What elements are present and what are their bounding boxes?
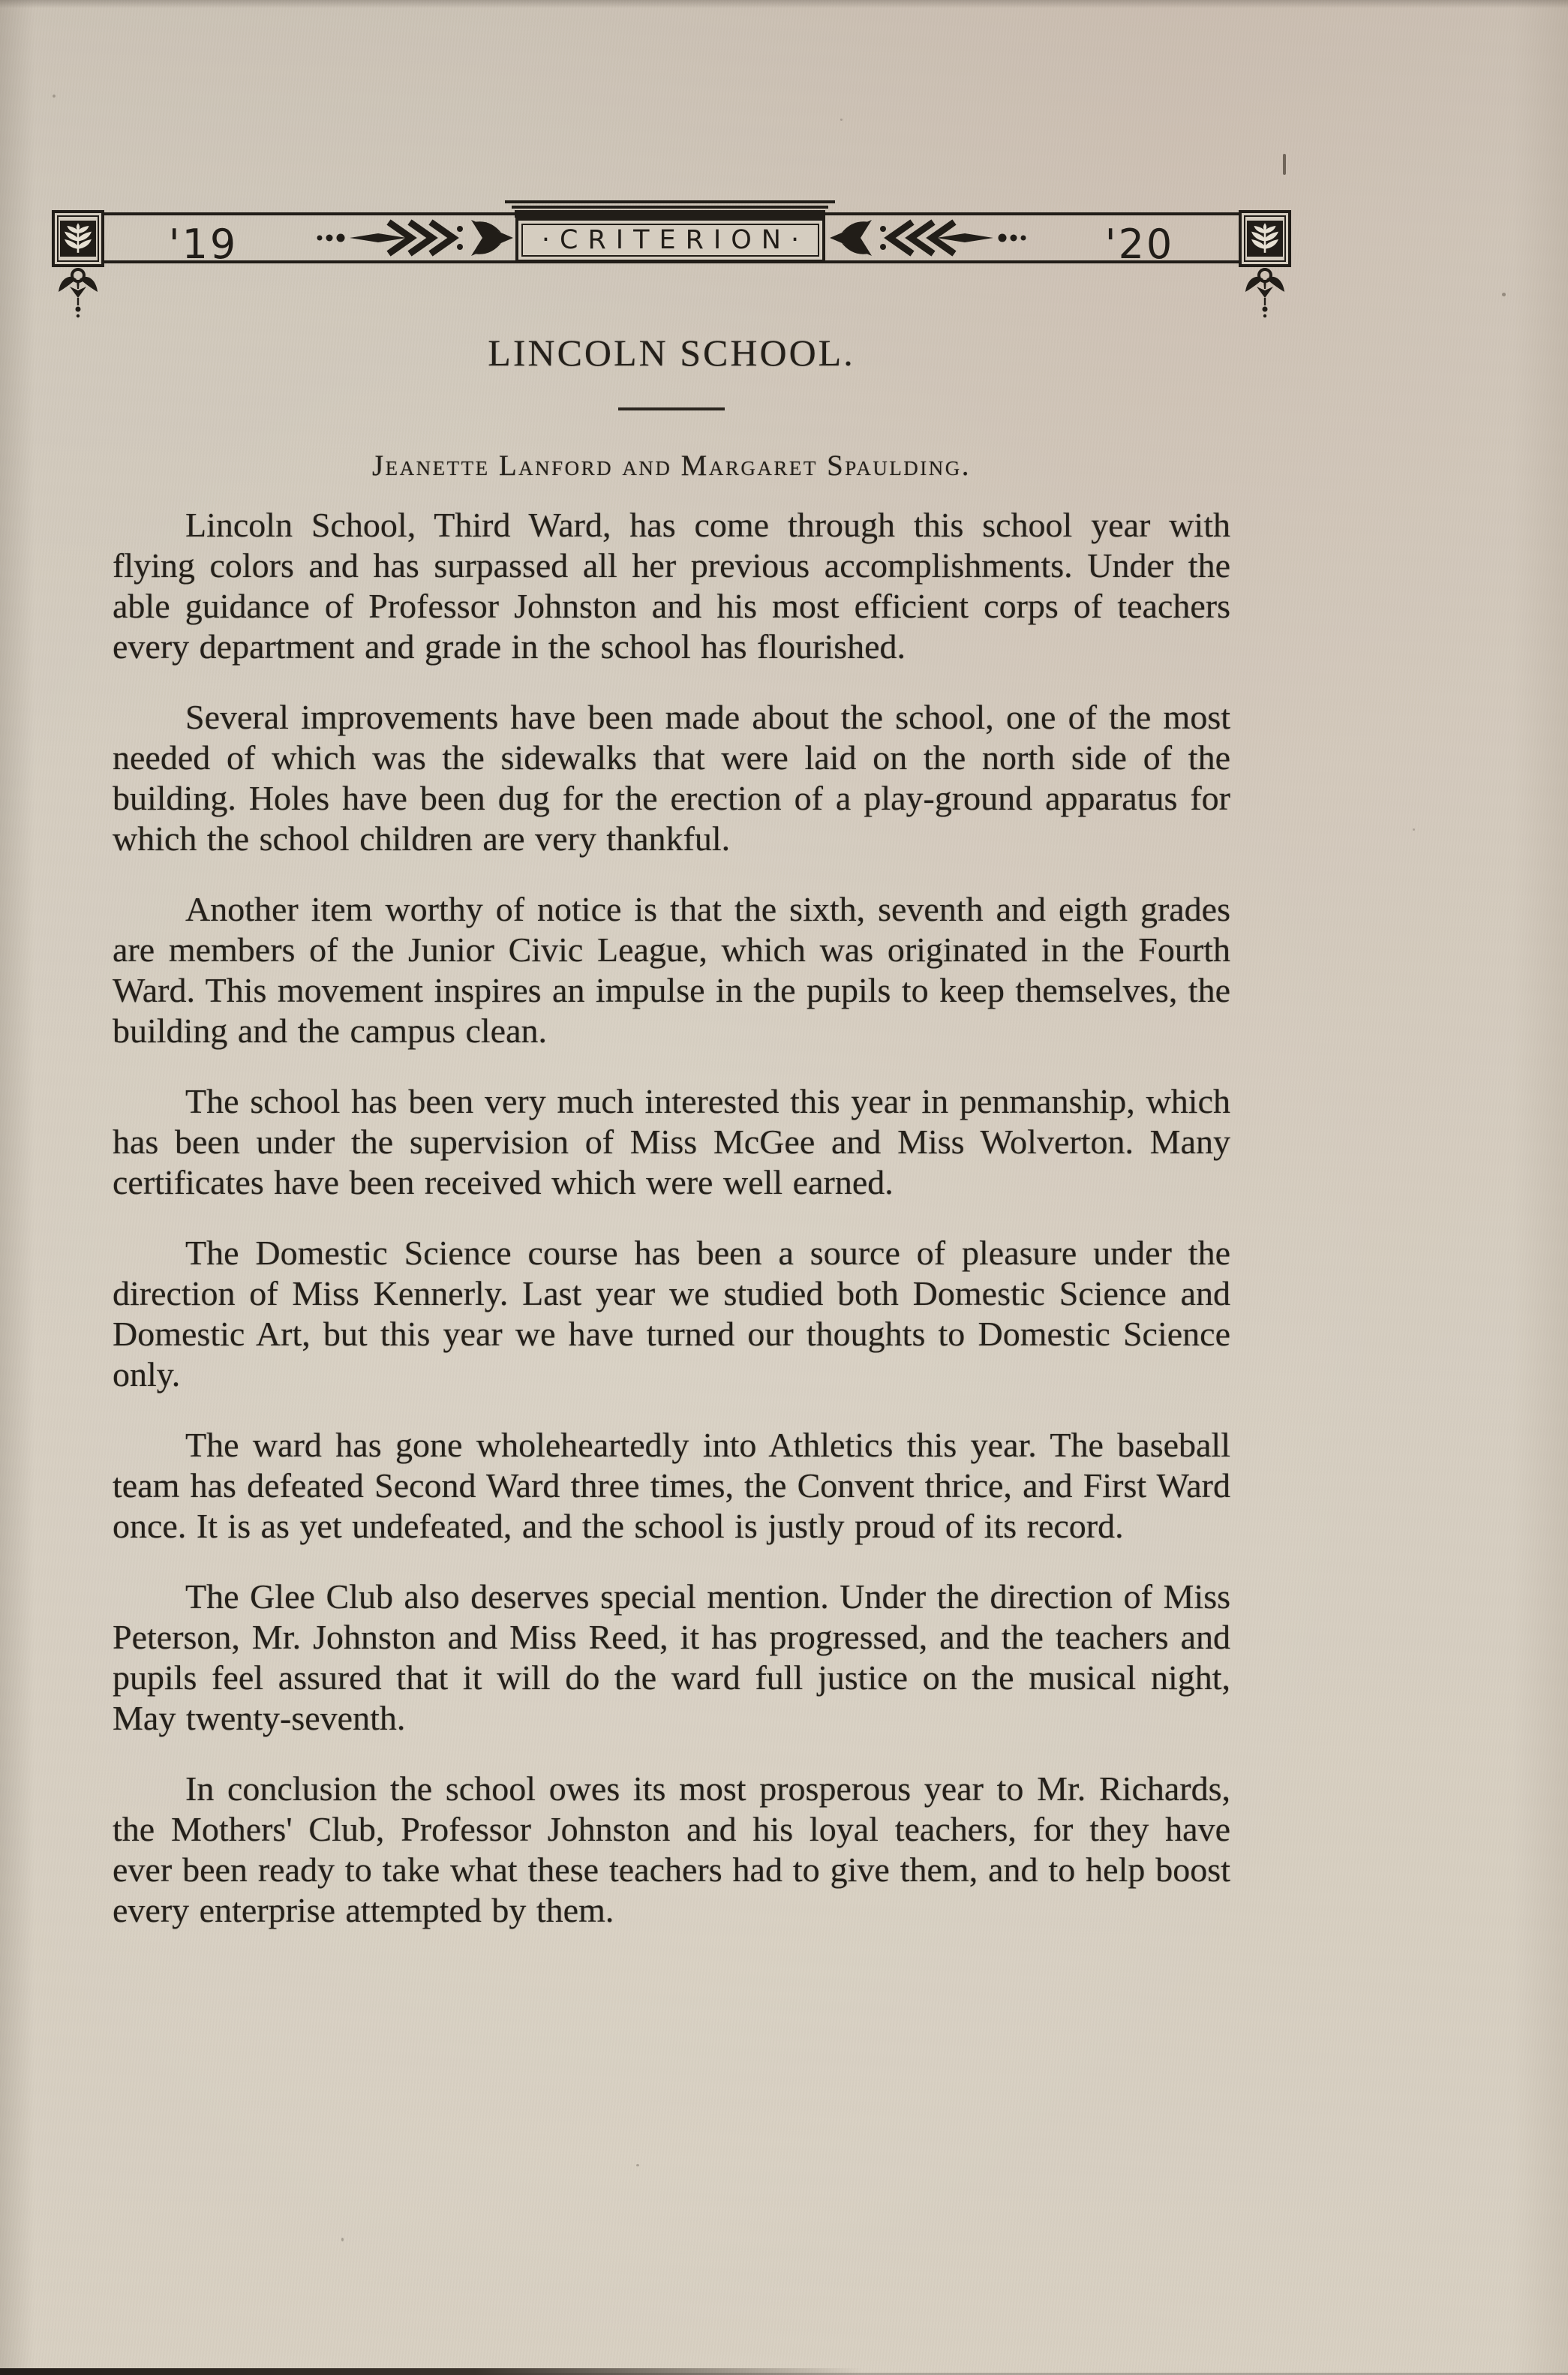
article-paragraph: Lincoln School, Third Ward, has come through this school year with flying colors and has surpassed all her previous accomplishments. Under the able guidance of Professor Johnston and his most efficient corps of teachers every department and grade in the school has flourished.: [113, 506, 1230, 666]
masthead-banner: [52, 200, 1291, 332]
ink-speck: [1502, 293, 1506, 296]
article: [113, 333, 1230, 1931]
article-paragraph: The ward has gone wholeheartedly into Athletics this year. The baseball team has defeated Second Ward three times, the Convent thrice, and First Ward once. It is as yet undefeated, and the school is justly proud of its record.: [113, 1426, 1230, 1545]
cornice-molding: [515, 210, 825, 218]
feather-arrow-left-icon: [830, 216, 1028, 260]
masthead-box-frame: [521, 224, 819, 257]
ink-speck: [840, 119, 843, 121]
ink-speck: [1413, 828, 1415, 831]
byline: Jeanette Lanford and Margaret Spaulding.: [371, 449, 972, 482]
tassel-ornament-icon: [57, 266, 99, 320]
masthead-title: ·CRITERION·: [541, 225, 810, 255]
title-divider-rule: [618, 407, 725, 410]
article-paragraph: In conclusion the school owes its most prosperous year to Mr. Richards, the Mothers' Club, Professor Johnston and his loyal teachers, for they have ever been ready to take what these teachers had to give them, and to help boost every enterprise attempted by them.: [113, 1769, 1230, 1929]
article-paragraph: The Glee Club also deserves special mention. Under the direction of Miss Peterson, Mr. Johnston and Miss Reed, it has progressed, and the teachers and pupils feel assured that it will do the ward full justice on the musical night, May twenty-seventh.: [113, 1577, 1230, 1737]
ink-speck: [1283, 154, 1286, 175]
cornice-line-middle: [512, 206, 828, 209]
year-right: '20: [1104, 221, 1175, 268]
leaf-ornament-icon: [1247, 218, 1283, 259]
masthead-box: [515, 218, 825, 263]
left-end-block-frame: [57, 215, 99, 262]
ink-speck: [636, 2164, 639, 2166]
tassel-ornament-icon: [1244, 266, 1286, 320]
masthead-cornice: [505, 200, 835, 218]
scan-bottom-edge: [0, 2368, 863, 2375]
ink-speck: [53, 95, 56, 98]
right-end-block-frame: [1244, 215, 1286, 262]
right-end-block: [1239, 210, 1291, 267]
year-left: '19: [168, 221, 239, 268]
page-title: LINCOLN SCHOOL.: [488, 332, 855, 374]
left-end-block: [52, 210, 104, 267]
article-body: [113, 505, 1230, 1931]
article-paragraph: Several improvements have been made about the school, one of the most needed of which was the sidewalks that were laid on the north side of the building. Holes have been dug for the erection of a play-ground apparatus for which the school children are very thankful.: [113, 698, 1230, 858]
article-paragraph: The Domestic Science course has been a source of pleasure under the direction of Miss Kennerly. Last year we studied both Domestic Science and Domestic Art, but this year we have turned our thoughts to Domestic Science only.: [113, 1234, 1230, 1393]
ink-speck: [341, 2238, 344, 2241]
cornice-line-top: [505, 200, 835, 203]
article-paragraph: Another item worthy of notice is that the sixth, seventh and eigth grades are members of the Junior Civic League, which was originated in the Fourth Ward. This movement inspires an impulse in the pupils to keep themselves, the building and the campus clean.: [113, 890, 1230, 1050]
feather-arrow-right-icon: [315, 216, 513, 260]
leaf-ornament-icon: [60, 218, 96, 259]
article-paragraph: The school has been very much interested this year in penmanship, which has been under the supervision of Miss McGee and Miss Wolverton. Many certificates have been received which were well earned.: [113, 1082, 1230, 1201]
